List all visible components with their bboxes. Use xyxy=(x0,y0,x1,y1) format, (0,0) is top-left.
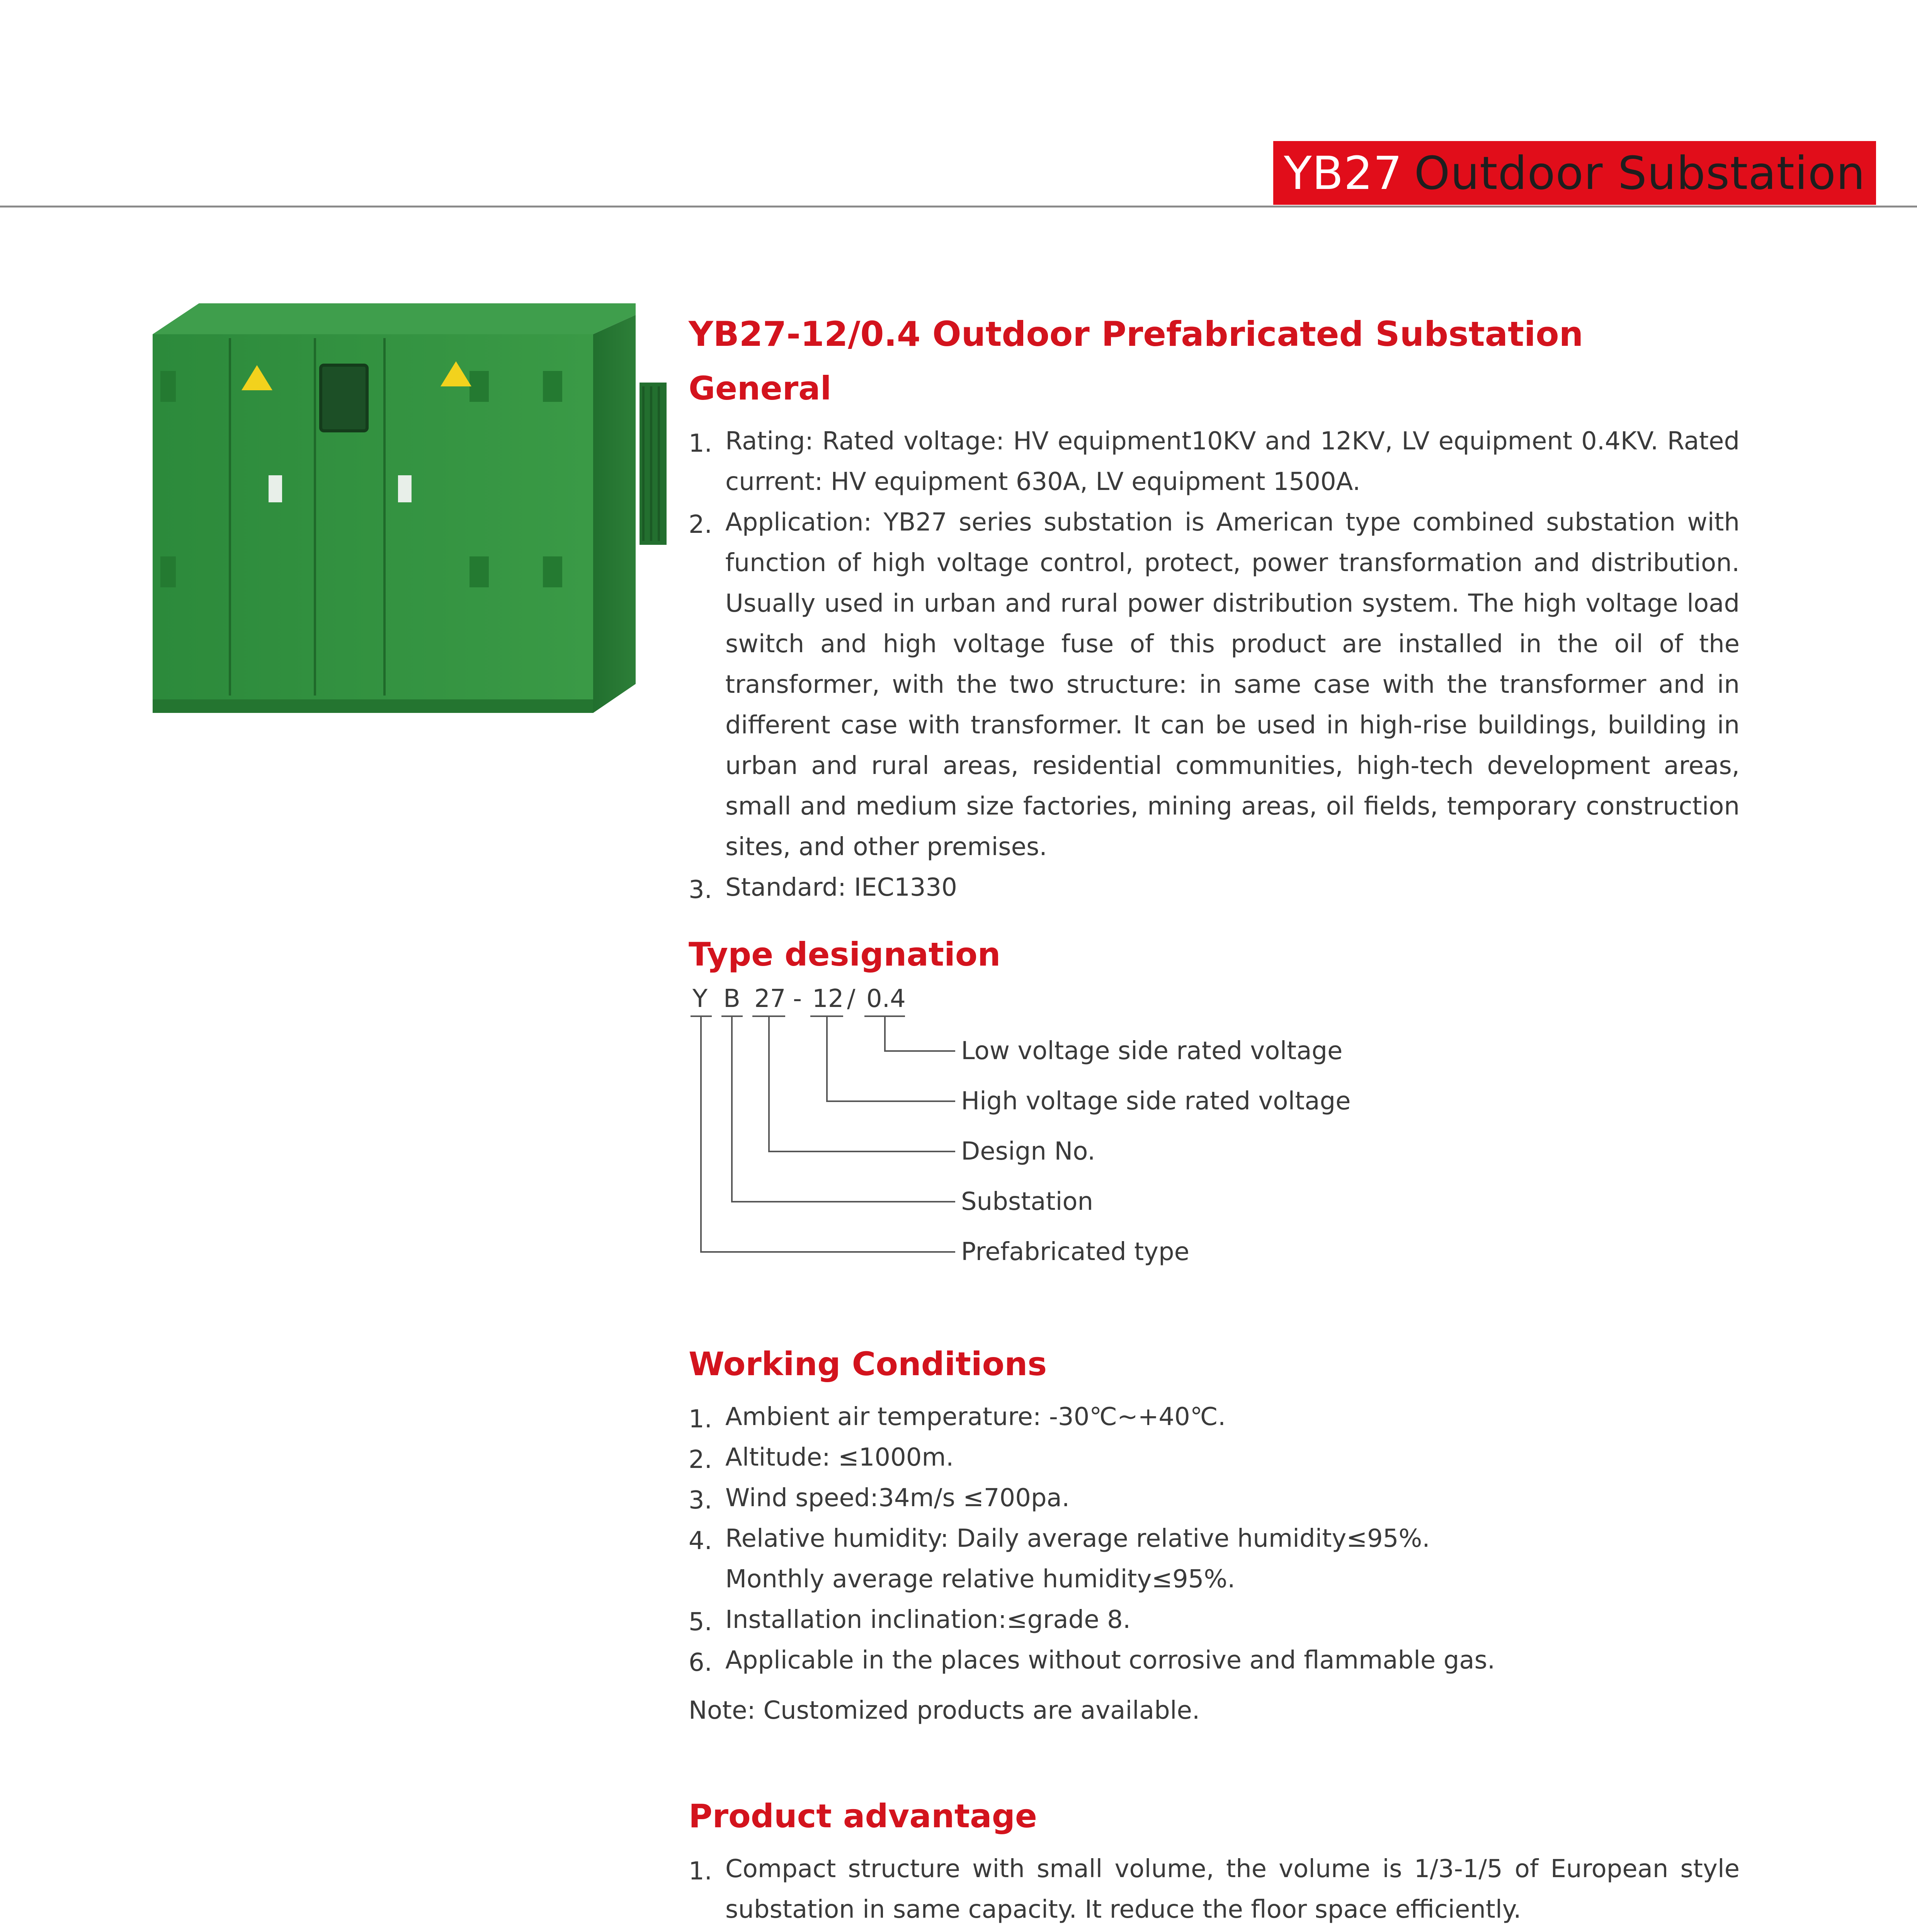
green-outdoor-substation-cabinet-image xyxy=(153,294,678,719)
code-part-y: Y xyxy=(692,985,708,1013)
working-conditions-heading: Working Conditions xyxy=(689,1345,1047,1383)
type-designation-diagram xyxy=(689,983,1740,1277)
header-subtitle: Outdoor Substation xyxy=(1414,146,1866,200)
code-part-slash: / xyxy=(847,985,856,1013)
code-part-b: B xyxy=(723,985,740,1013)
list-number: 1. xyxy=(689,1405,713,1434)
code-part-lv: 0.4 xyxy=(866,985,906,1013)
list-text: Ambient air temperature: -30℃~+40℃. xyxy=(725,1403,1226,1431)
list-item xyxy=(689,502,1740,867)
list-item xyxy=(689,1849,1740,1930)
list-number: 2. xyxy=(689,510,713,539)
code-part-design-no: 27 xyxy=(754,985,786,1013)
list-text: Standard: IEC1330 xyxy=(725,873,957,902)
code-part-hv: 12 xyxy=(812,985,844,1013)
list-number: 3. xyxy=(689,1486,713,1515)
list-item xyxy=(689,867,1740,908)
list-number: 1. xyxy=(689,1857,713,1886)
designation-label-low-voltage: Low voltage side rated voltage xyxy=(961,1037,1343,1065)
list-text: Rating: Rated voltage: HV equipment10KV and 12KV, LV equipment 0.4KV. Rated current: HV equipment 630A, LV equipment 1500A. xyxy=(725,427,1740,496)
list-text: Application: YB27 series substation is American type combined substation with function of high voltage control, protect, power transformation and distribution. Usually used in urban and rural power distribution system. The high voltage load switch and high voltage fuse of this product are installed in the oil of the transformer, with the two structure: in same case with the transformer and in different case with transformer. It can be used in high-rise buildings, building in urban and rural areas, residential communities, high-tech development areas, small and medium size factories, mining areas, oil fields, temporary construction sites, and other premises. xyxy=(725,508,1740,861)
type-designation-heading: Type designation xyxy=(689,935,1001,973)
working-conditions-list xyxy=(689,1397,1740,1681)
general-list xyxy=(689,421,1740,908)
list-text: Compact structure with small volume, the volume is 1/3-1/5 of European style substation in same capacity. It reduce the floor space efficiently. xyxy=(725,1855,1740,1924)
list-text: Installation inclination:≤grade 8. xyxy=(725,1605,1131,1634)
list-text: Altitude: ≤1000m. xyxy=(725,1443,954,1472)
list-item xyxy=(689,421,1740,502)
list-item xyxy=(689,1437,1740,1478)
list-item xyxy=(689,1600,1740,1640)
customized-note: Note: Customized products are available. xyxy=(689,1696,1200,1725)
general-heading: General xyxy=(689,369,832,407)
main-content xyxy=(689,305,1740,1932)
designation-label-substation: Substation xyxy=(961,1187,1094,1216)
designation-label-design-no: Design No. xyxy=(961,1137,1095,1166)
code-part-dash: - xyxy=(793,985,802,1013)
header-model: YB27 xyxy=(1284,146,1403,200)
list-text: Applicable in the places without corrosive and flammable gas. xyxy=(725,1646,1495,1675)
page-title: YB27-12/0.4 Outdoor Prefabricated Substation xyxy=(689,314,1584,354)
list-number: 3. xyxy=(689,876,713,904)
list-item xyxy=(689,1397,1740,1437)
list-item xyxy=(689,1930,1740,1932)
list-text-continued: Monthly average relative humidity≤95%. xyxy=(725,1565,1235,1594)
designation-label-high-voltage: High voltage side rated voltage xyxy=(961,1087,1351,1116)
list-text: Wind speed:34m/s ≤700pa. xyxy=(725,1484,1070,1512)
list-item xyxy=(689,1640,1740,1681)
product-advantage-list xyxy=(689,1849,1740,1932)
list-text: Relative humidity: Daily average relative humidity≤95%. xyxy=(725,1524,1430,1553)
list-number: 5. xyxy=(689,1608,713,1636)
list-number: 6. xyxy=(689,1648,713,1677)
list-number: 4. xyxy=(689,1527,713,1555)
designation-label-prefabricated: Prefabricated type xyxy=(961,1238,1190,1266)
header-divider xyxy=(0,206,1917,207)
list-item xyxy=(689,1478,1740,1519)
list-number: 1. xyxy=(689,429,713,458)
list-item xyxy=(689,1519,1740,1600)
product-advantage-heading: Product advantage xyxy=(689,1797,1037,1835)
list-number: 2. xyxy=(689,1446,713,1474)
header-banner xyxy=(1273,141,1876,205)
designation-connector-lines xyxy=(689,983,1740,1277)
